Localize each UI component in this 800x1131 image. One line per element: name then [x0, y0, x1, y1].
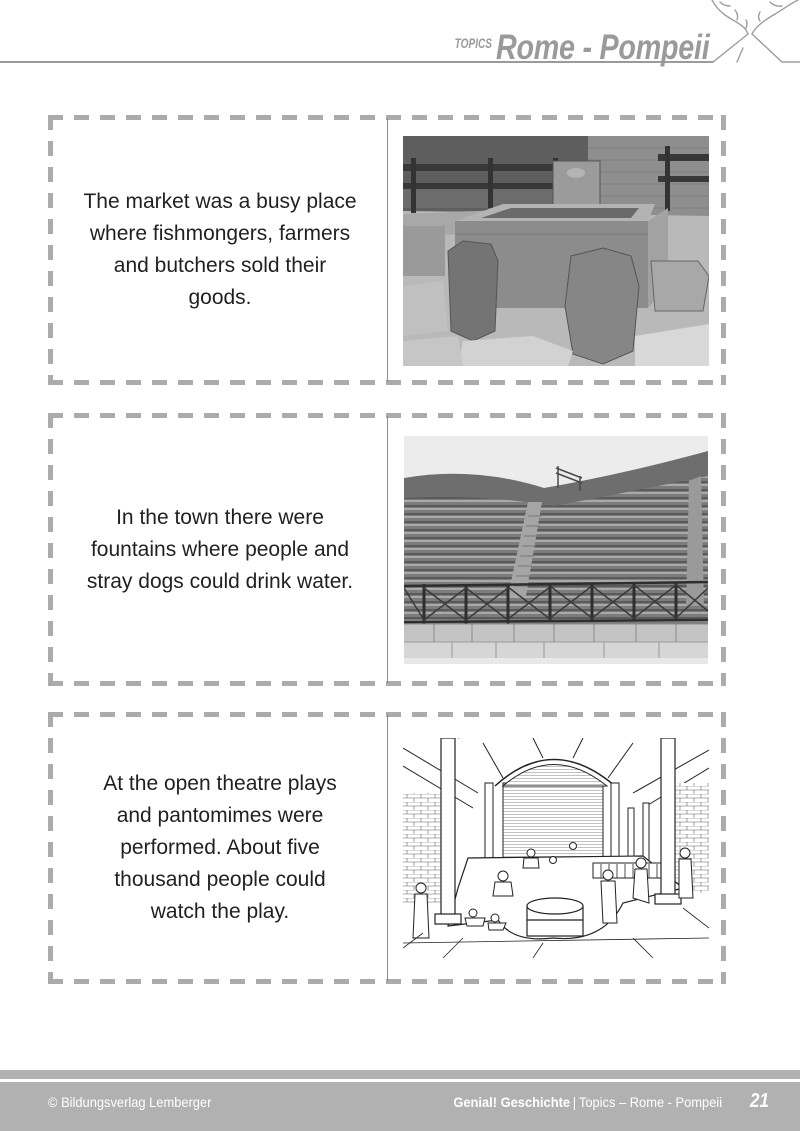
info-card-theatre [48, 712, 726, 984]
header-kicker: TOPICS [454, 35, 492, 51]
open-theatre-photo [404, 436, 708, 664]
footer-series-info [453, 1095, 722, 1109]
stone-fountain-photo [403, 136, 709, 366]
card-text-panel [53, 413, 387, 686]
text-line: goods. [188, 286, 252, 309]
card-text [87, 502, 353, 598]
volcano-icon [690, 0, 800, 75]
page-title: Rome - Pompeii [496, 28, 710, 67]
card-text-panel [53, 115, 387, 385]
text-line: The market was a busy place [83, 190, 357, 213]
series-title: Genial! Geschichte [453, 1094, 570, 1110]
footer-topic: Topics – Rome - Pompeii [578, 1094, 722, 1110]
text-line: and pantomimes were [116, 804, 324, 827]
card-divider [387, 416, 388, 683]
info-card-market [48, 115, 726, 385]
card-text-panel [53, 712, 387, 984]
text-line: stray dogs could drink water. [86, 569, 354, 593]
text-line: where fishmongers, farmers [89, 222, 351, 245]
text-line: performed. About five [120, 836, 320, 859]
card-divider [387, 118, 388, 382]
footer-band [0, 1070, 800, 1079]
info-card-fountains [48, 413, 726, 686]
page-footer [0, 1082, 800, 1131]
roman-bath-illustration [403, 738, 709, 958]
text-line: and butchers sold their [113, 254, 327, 277]
text-line: fountains where people and [90, 537, 349, 561]
text-line: At the open theatre plays [103, 772, 337, 795]
text-line: thousand people could [114, 868, 326, 891]
footer-separator: | [572, 1094, 577, 1110]
text-line: In the town there were [116, 505, 324, 529]
card-divider [387, 715, 388, 981]
card-text [103, 768, 337, 928]
copyright-text: © Bildungsverlag Lemberger [48, 1094, 212, 1110]
card-text [83, 186, 356, 314]
page-number: 21 [750, 1090, 769, 1112]
text-line: watch the play. [150, 900, 290, 923]
